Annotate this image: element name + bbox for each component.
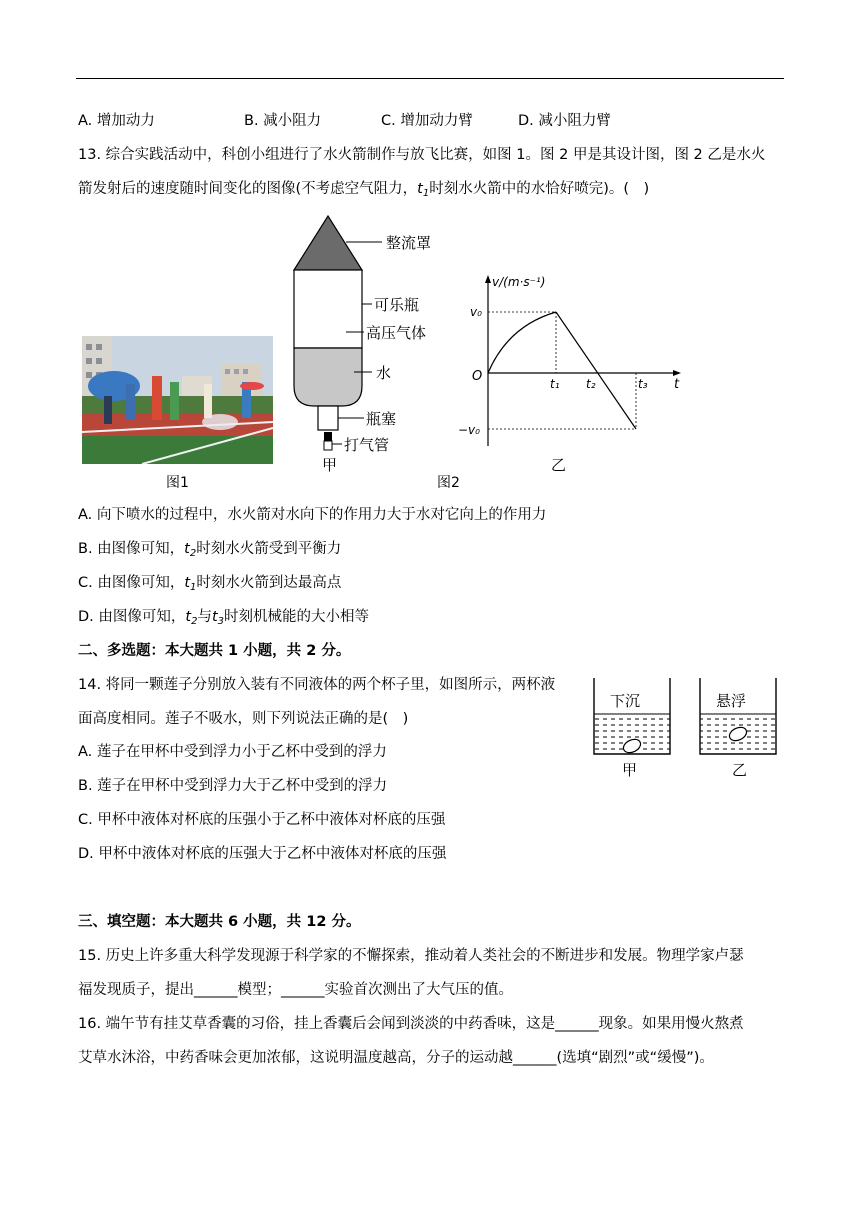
section-3-heading: 三、填空题：本大题共 6 小题，共 12 分。	[78, 914, 361, 930]
t2-label: t₂	[586, 377, 596, 391]
velocity-time-graph	[448, 272, 698, 478]
q12-option-c: C. 增加动力臂	[381, 113, 473, 129]
q15-line1: 15. 历史上许多重大科学发现源于科学家的不懈探索，推动着人类社会的不断进步和发展。物理学家卢瑟	[78, 948, 744, 964]
q12-option-b: B. 减小阻力	[244, 113, 322, 129]
rocket-bottle	[294, 270, 362, 348]
q12-option-d: D. 减小阻力臂	[518, 113, 611, 129]
q16-line2: 艾草水沐浴，中药香味会更加浓郁，这说明温度越高，分子的运动越______(选填“剧烈”或“缓慢”)。	[78, 1050, 714, 1066]
cup1-caption: 甲	[622, 761, 638, 779]
q14-option-b: B. 莲子在甲杯中受到浮力大于乙杯中受到的浮力	[78, 778, 388, 794]
cup-yi	[700, 678, 776, 779]
q13-option-d: D. 由图像可知，$t_2$与$t_3$时刻机械能的大小相等	[78, 609, 370, 627]
label-pump: 打气管	[344, 436, 390, 454]
q16-line1: 16. 端午节有挂艾草香囊的习俗，挂上香囊后会闻到淡淡的中药香味，这是______现象。如果用慢火熬煮	[78, 1016, 744, 1032]
v0-label: v₀	[470, 305, 482, 319]
rocket-water	[294, 348, 362, 406]
q13-option-c: C. 由图像可知，$t_1$时刻水火箭到达最高点	[78, 575, 342, 593]
fig2-caption: 图2	[437, 475, 460, 491]
rocket-cone	[294, 216, 362, 270]
label-cone: 整流罩	[386, 234, 432, 252]
q14-stem-line1: 14. 将同一颗莲子分别放入装有不同液体的两个杯子里，如图所示，两杯液	[78, 677, 556, 693]
water-rocket-diagram	[286, 214, 456, 476]
rocket-plug	[318, 406, 338, 430]
cup2-caption: 乙	[732, 761, 748, 779]
velocity-line-fall	[556, 312, 636, 429]
x-axis-label: t	[674, 377, 680, 392]
label-water: 水	[376, 364, 392, 382]
q13-option-a: A. 向下喷水的过程中，水火箭对水向下的作用力大于水对它向上的作用力	[78, 507, 547, 523]
q12-option-a: A. 增加动力	[78, 113, 155, 129]
q14-option-d: D. 甲杯中液体对杯底的压强大于乙杯中液体对杯底的压强	[78, 846, 447, 862]
label-gas: 高压气体	[366, 324, 427, 342]
q13-option-b: B. 由图像可知，$t_2$时刻水火箭受到平衡力	[78, 541, 342, 559]
q15-line2: 福发现质子，提出______模型；______实验首次测出了大气压的值。	[78, 982, 513, 998]
rocket-launch-photo	[82, 336, 273, 464]
fig1-caption: 图1	[166, 475, 189, 491]
pump-tube-lower	[324, 441, 332, 450]
pump-tube-upper	[324, 432, 332, 441]
q13-stem-line1: 13. 综合实践活动中，科创小组进行了水火箭制作与放飞比赛，如图 1。图 2 甲是其设计图，图 2 乙是水火	[78, 147, 766, 163]
y-axis-label: v/(m·s⁻¹)	[492, 275, 546, 289]
cup1-label: 下沉	[610, 692, 641, 710]
t3-label: t₃	[638, 377, 648, 391]
label-jia: 甲	[322, 456, 338, 474]
label-bottle: 可乐瓶	[374, 296, 420, 314]
origin-label: O	[472, 369, 483, 384]
velocity-curve-rise	[488, 312, 556, 373]
q14-option-a: A. 莲子在甲杯中受到浮力小于乙杯中受到的浮力	[78, 744, 387, 760]
label-yi: 乙	[551, 456, 567, 474]
header-rule	[76, 78, 784, 79]
q13-stem-line2: 箭发射后的速度随时间变化的图像(不考虑空气阻力，$t_1$时刻水火箭中的水恰好喷完)。( )	[78, 181, 650, 199]
t1-label: t₁	[550, 377, 560, 391]
cup2-label: 悬浮	[716, 692, 747, 710]
label-plug: 瓶塞	[366, 410, 397, 428]
neg-v0-label: −v₀	[458, 423, 480, 437]
q14-option-c: C. 甲杯中液体对杯底的压强小于乙杯中液体对杯底的压强	[78, 812, 446, 828]
lotus-seed-cups-figure	[586, 674, 786, 784]
q14-stem-line2: 面高度相同。莲子不吸水，则下列说法正确的是( )	[78, 711, 409, 727]
cup-jia	[594, 678, 670, 779]
section-2-heading: 二、多选题：本大题共 1 小题，共 2 分。	[78, 643, 351, 659]
